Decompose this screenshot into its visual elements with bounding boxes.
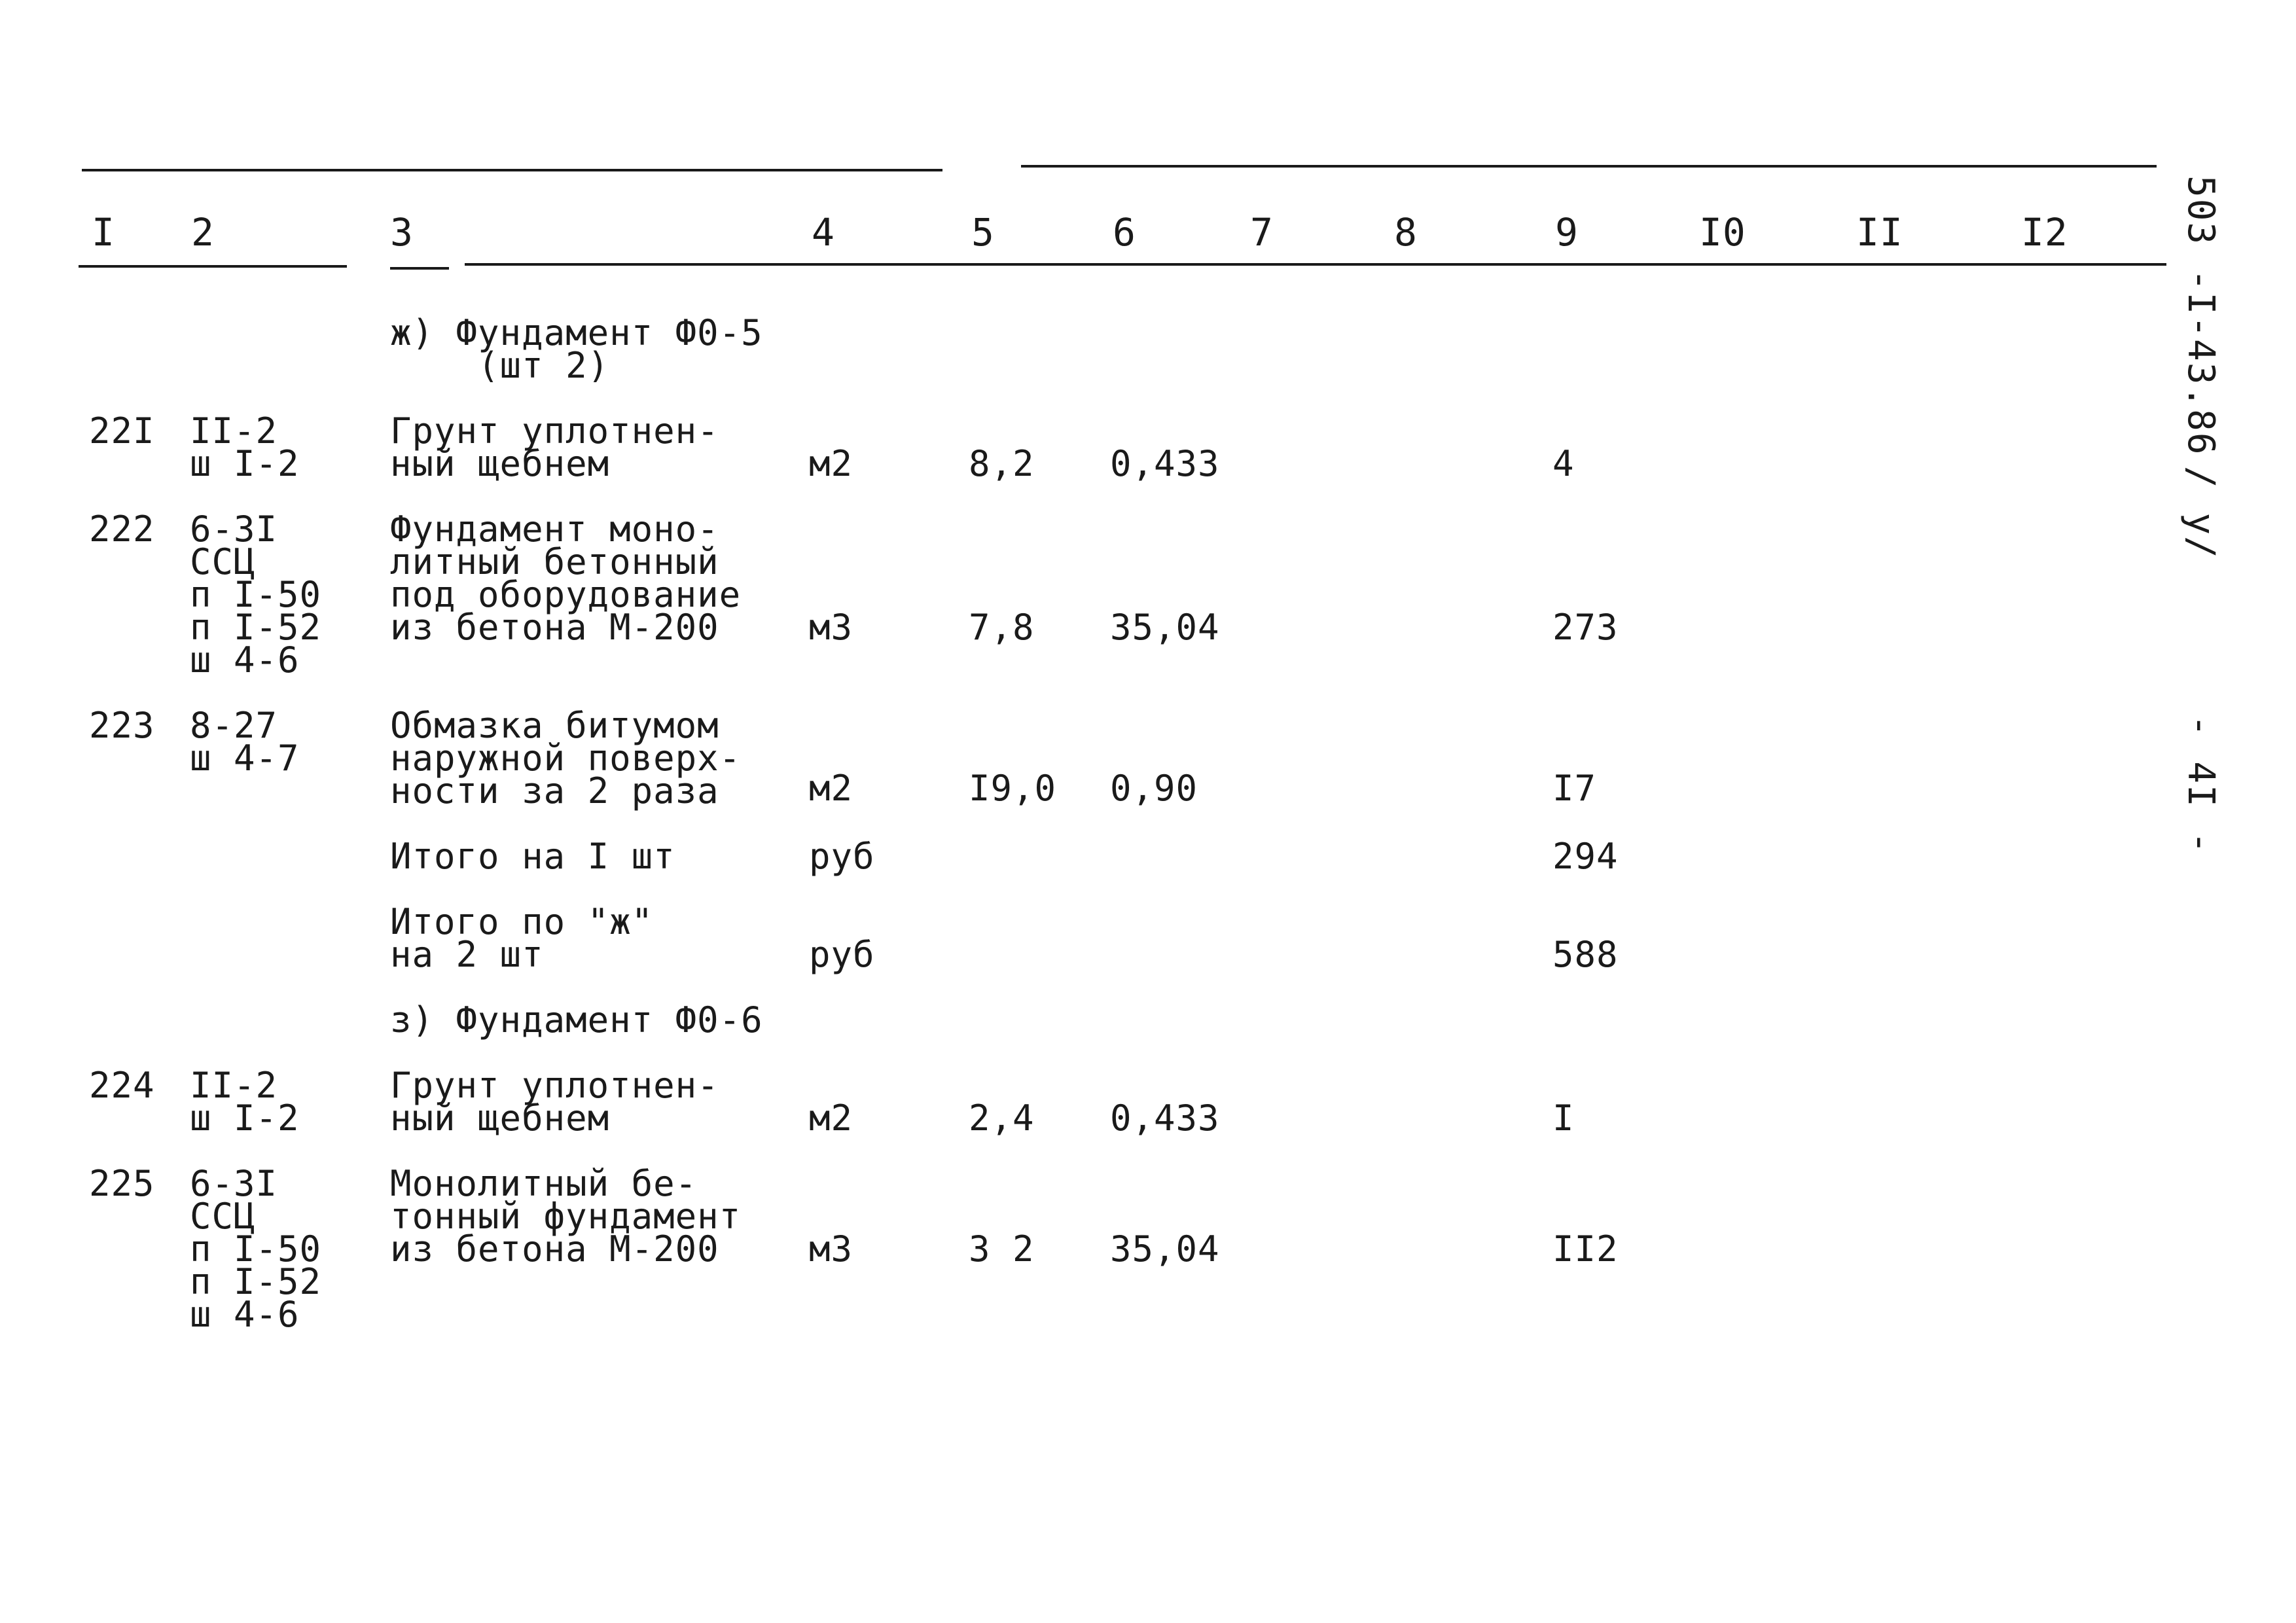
- row-unit: м2: [809, 1097, 853, 1139]
- row-name: Грунт уплотнен- ный щебнем: [390, 1065, 719, 1139]
- row-quantity: 3 2: [969, 1228, 1035, 1270]
- row-total: II2: [1552, 1228, 1619, 1270]
- row-number: 22I: [89, 410, 155, 452]
- row-number: 223: [89, 705, 155, 746]
- row-name: Обмазка битумом наружной поверх- ности за 2 раза: [390, 705, 742, 812]
- row-code: 6-3I ССЦ п I-50 п I-52 ш 4-6: [190, 1163, 322, 1335]
- row-name: Грунт уплотнен- ный щебнем: [390, 410, 719, 484]
- row-code: II-2 ш I-2: [190, 410, 300, 484]
- column-header-9: 9: [1555, 210, 1579, 255]
- section-heading: ж) Фундамент Ф0-5 (шт 2): [390, 312, 763, 386]
- row-price: 35,04: [1110, 1228, 1220, 1270]
- row-name: Монолитный бе- тонный фундамент из бетона М-200: [390, 1163, 742, 1270]
- slash-mark: / у/: [2179, 466, 2222, 560]
- column-header-4: 4: [812, 210, 835, 255]
- column-header-12: I2: [2021, 210, 2068, 255]
- row-quantity: 8,2: [969, 443, 1035, 484]
- header-rule-left: [79, 265, 347, 268]
- row-quantity: 7,8: [969, 607, 1035, 648]
- subtotal-label: Итого по "ж" на 2 шт: [390, 901, 654, 975]
- row-unit: м2: [809, 768, 853, 809]
- section-heading: з) Фундамент Ф0-6: [390, 999, 763, 1041]
- row-name: Фундамент моно- литный бетонный под оборудование из бетона М-200: [390, 508, 742, 648]
- row-total: I: [1552, 1097, 1575, 1139]
- row-total: 273: [1552, 607, 1619, 648]
- subtotal-total: 294: [1552, 836, 1619, 877]
- row-price: 0,433: [1110, 1097, 1220, 1139]
- doc-code: 503 -I-43.86: [2179, 175, 2222, 456]
- row-unit: м3: [809, 607, 853, 648]
- subtotal-unit: руб: [809, 836, 875, 877]
- header-rule-mid: [390, 267, 449, 270]
- column-header-6: 6: [1113, 210, 1136, 255]
- row-code: II-2 ш I-2: [190, 1065, 300, 1139]
- page-number: - 4I -: [2179, 715, 2222, 855]
- row-quantity: I9,0: [969, 768, 1057, 809]
- column-header-11: II: [1856, 210, 1903, 255]
- row-quantity: 2,4: [969, 1097, 1035, 1139]
- row-code: 6-3I ССЦ п I-50 п I-52 ш 4-6: [190, 508, 322, 681]
- column-header-1: I: [92, 210, 115, 255]
- subtotal-label: Итого на I шт: [390, 836, 675, 877]
- row-total: 4: [1552, 443, 1575, 484]
- column-header-8: 8: [1394, 210, 1418, 255]
- top-rule-right: [1021, 165, 2157, 168]
- subtotal-total: 588: [1552, 934, 1619, 975]
- column-header-7: 7: [1250, 210, 1274, 255]
- row-price: 0,90: [1110, 768, 1198, 809]
- column-header-10: I0: [1699, 210, 1746, 255]
- header-rule-right: [465, 263, 2166, 266]
- row-code: 8-27 ш 4-7: [190, 705, 300, 779]
- row-price: 0,433: [1110, 443, 1220, 484]
- row-unit: м3: [809, 1228, 853, 1270]
- row-total: I7: [1552, 768, 1597, 809]
- column-header-2: 2: [191, 210, 215, 255]
- row-unit: м2: [809, 443, 853, 484]
- row-price: 35,04: [1110, 607, 1220, 648]
- top-rule-left: [82, 169, 942, 171]
- subtotal-unit: руб: [809, 934, 875, 975]
- row-number: 224: [89, 1065, 155, 1106]
- column-header-5: 5: [971, 210, 995, 255]
- row-number: 222: [89, 508, 155, 550]
- column-header-3: 3: [390, 210, 414, 255]
- row-number: 225: [89, 1163, 155, 1204]
